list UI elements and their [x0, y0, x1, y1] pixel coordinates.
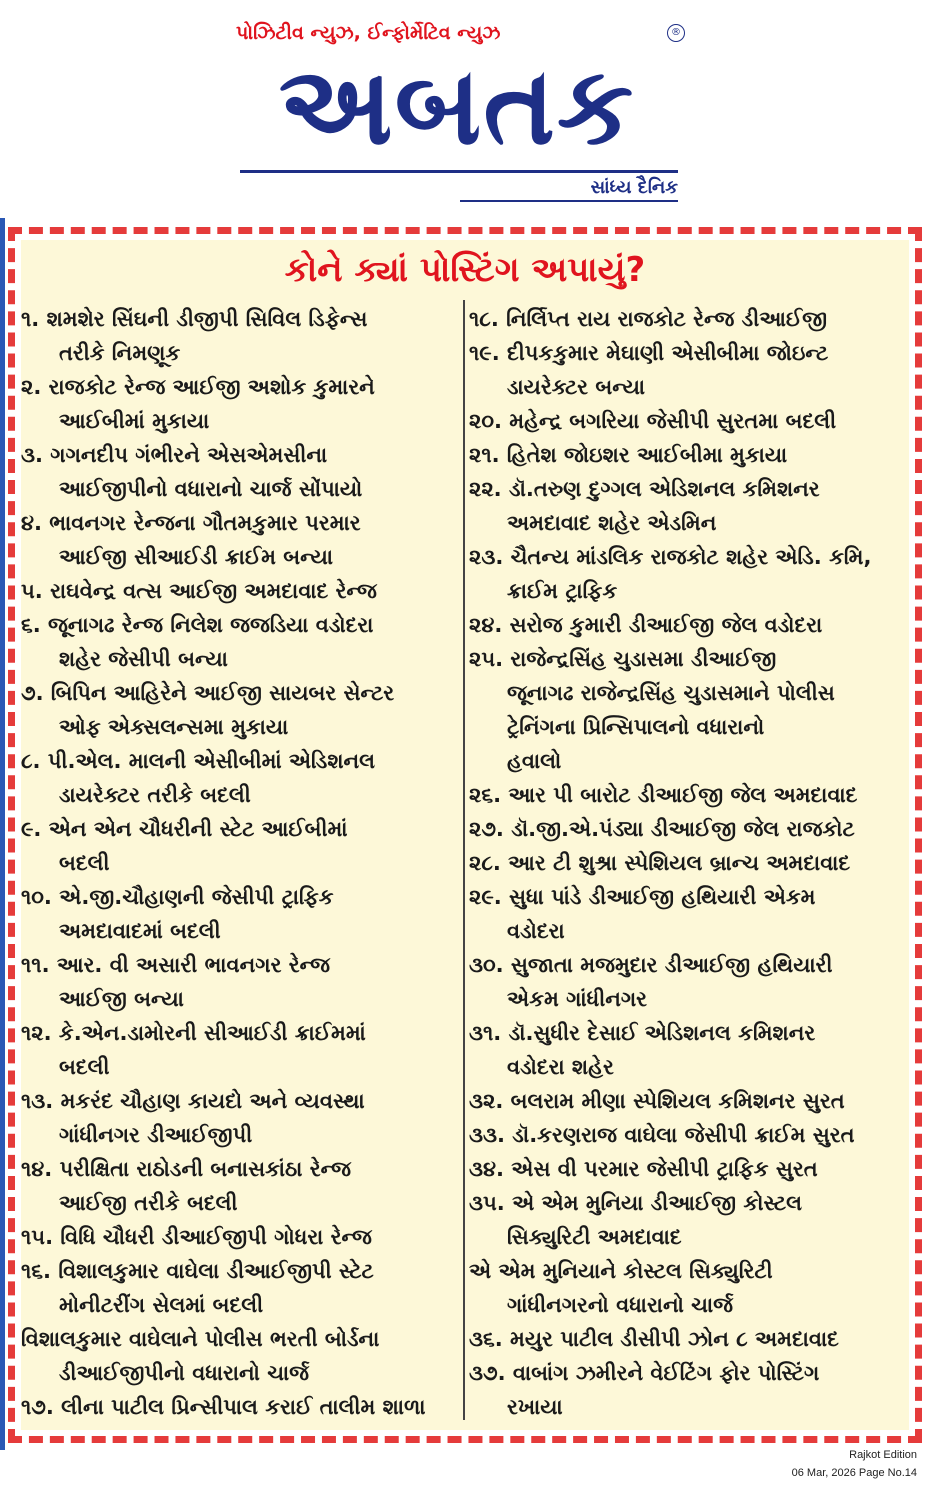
posting-item-line: ૧૫. વિધિ ચૌધરી ડીઆઈજીપી ગોધરા રેન્જ: [21, 1225, 372, 1249]
posting-item-line: ૩૫. એ એમ મુનિયા ડીઆઈજી કોસ્ટલ: [469, 1191, 802, 1215]
posting-item-line: ૧૬. વિશાલકુમાર વાઘેલા ડીઆઈજીપી સ્ટેટ: [21, 1259, 374, 1283]
posting-item-line: સિક્યુરિટી અમદાવાદ: [507, 1225, 682, 1249]
posting-item-line: આઈજી તરીકે બદલી: [59, 1191, 238, 1215]
article-headline: કોને ક્યાં પોસ્ટિંગ અપાયું?: [284, 250, 646, 290]
posting-item-line: એકમ ગાંધીનગર: [507, 987, 648, 1011]
posting-item-line: ૭. બિપિન આહિરેને આઈજી સાયબર સેન્ટર: [21, 681, 395, 705]
posting-item-line: ક્રાઈમ ટ્રાફિક: [507, 579, 618, 603]
posting-item-line: ૧૨. કે.એન.ડામોરની સીઆઈડી ક્રાઈમમાં: [21, 1021, 366, 1045]
posting-item: [469, 472, 915, 540]
date-page-label: 06 Mar, 2026 Page No.14: [791, 1467, 917, 1479]
posting-item: [469, 880, 915, 948]
posting-item: [469, 1152, 915, 1186]
posting-item-line: ટ્રેનિંગના પ્રિન્સિપાલનો વધારાનો: [507, 715, 765, 739]
posting-item: [21, 880, 459, 948]
posting-item-line: ૧૧. આર. વી અસારી ભાવનગર રેન્જ: [21, 953, 331, 977]
posting-item: [21, 1016, 459, 1084]
logo-underline: [240, 170, 678, 173]
posting-item-line: ઓફ એક્સલન્સમા મુકાયા: [59, 715, 289, 739]
newspaper-logo: અબતક: [278, 44, 636, 169]
posting-item-line: ૧. શમશેર સિંઘની ડીજીપી સિવિલ ડિફેન્સ: [21, 307, 368, 331]
posting-item-line: ૨૩. ચૈતન્ય માંડલિક રાજકોટ શહેર એડિ. કમિ,: [469, 545, 872, 569]
posting-item: [469, 1186, 915, 1254]
posting-item-line: ૩. ગગનદીપ ગંભીરને એસએમસીના: [21, 443, 328, 467]
posting-item-line: ૨૧. હિતેશ જોઇશર આઈબીમા મુકાયા: [469, 443, 788, 467]
posting-item-line: ૨૬. આર પી બારોટ ડીઆઈજી જેલ અમદાવાદ: [469, 783, 858, 807]
posting-item: [469, 642, 915, 778]
posting-item-line: ૧૪. પરીક્ષિતા રાઠોડની બનાસકાંઠા રેન્જ: [21, 1157, 351, 1181]
page-edge-bar: [0, 218, 5, 1450]
posting-item-line: વડોદરા શહેર: [507, 1055, 614, 1079]
right-column: [469, 302, 915, 1424]
posting-item: [21, 948, 459, 1016]
posting-item-line: હવાલો: [507, 749, 562, 773]
posting-item: [21, 1084, 459, 1152]
left-column: [21, 302, 459, 1424]
posting-item-line: આઈજી બન્યા: [59, 987, 184, 1011]
posting-item: [21, 302, 459, 370]
posting-item: [21, 1254, 459, 1322]
posting-item-line: ૩૩. ડૉ.કરણરાજ વાઘેલા જેસીપી ક્રાઈમ સુરત: [469, 1123, 855, 1147]
posting-item-line: અમદાવાદમાં બદલી: [59, 919, 221, 943]
posting-item-line: ૧૩. મકરંદ ચૌહાણ કાયદો અને વ્યવસ્થા: [21, 1089, 365, 1113]
posting-item: [21, 438, 459, 506]
posting-item-line: ડીઆઈજીપીનો વધારાનો ચાર્જ: [59, 1361, 310, 1385]
posting-item: [469, 540, 915, 608]
posting-item: [21, 1152, 459, 1220]
posting-item-line: ૮. પી.એલ. માલની એસીબીમાં એડિશનલ: [21, 749, 376, 773]
posting-item-line: ૨૪. સરોજ કુમારી ડીઆઈજી જેલ વડોદરા: [469, 613, 823, 637]
posting-item: [21, 1390, 459, 1424]
posting-item-line: ડાયરેક્ટર તરીકે બદલી: [59, 783, 251, 807]
posting-item-line: ૩૧. ડૉ.સુધીર દેસાઈ એડિશનલ કમિશનર: [469, 1021, 816, 1045]
posting-item-line: આઈબીમાં મુકાયા: [59, 409, 210, 433]
posting-item: [21, 1220, 459, 1254]
posting-item-line: તરીકે નિમણૂક: [59, 341, 181, 365]
column-divider: [463, 300, 465, 1420]
posting-item-line: ૧૯. દીપકકુમાર મેઘાણી એસીબીમા જોઇન્ટ: [469, 341, 829, 365]
posting-item-line: ૩૨. બલરામ મીણા સ્પેશિયલ કમિશનર સુરત: [469, 1089, 845, 1113]
posting-item-line: વડોદરા: [507, 919, 565, 943]
posting-item-line: મોનીટરીંગ સેલમાં બદલી: [59, 1293, 264, 1317]
posting-item: [469, 404, 915, 438]
masthead-subtitle: સાંધ્ય દૈનિક: [590, 177, 678, 198]
posting-item-line: બદલી: [59, 1055, 110, 1079]
posting-item-line: ૧૭. લીના પાટીલ પ્રિન્સીપાલ કરાઈ તાલીમ શાળા: [21, 1395, 426, 1419]
posting-item: [21, 506, 459, 574]
posting-item: [469, 846, 915, 880]
posting-item-line: અમદાવાદ શહેર એડમિન: [507, 511, 717, 535]
posting-item-line: ૬. જૂનાગઢ રેન્જ નિલેશ જજડિયા વડોદરા: [21, 613, 374, 637]
posting-item-line: ૩૦. સુજાતા મજમુદાર ડીઆઈજી હથિયારી: [469, 953, 833, 977]
posting-item-line: આઈજીપીનો વધારાનો ચાર્જ સોંપાયો: [59, 477, 363, 501]
posting-item: [21, 676, 459, 744]
posting-item: [469, 1118, 915, 1152]
article-box: [8, 227, 922, 1443]
posting-item-line: ૩૭. વાબાંગ ઝમીરને વેઈટિંગ ફોર પોસ્ટિંગ: [469, 1361, 820, 1385]
masthead: [0, 0, 925, 215]
posting-item: [21, 370, 459, 438]
posting-item-line: શહેર જેસીપી બન્યા: [59, 647, 228, 671]
posting-item-line: ૫. રાઘવેન્દ્ર વત્સ આઈજી અમદાવાદ રેન્જ: [21, 579, 377, 603]
posting-item-line: જૂનાગઢ રાજેન્દ્રસિંહ ચુડાસમાને પોલીસ: [507, 681, 835, 705]
posting-item-line: ૩૪. એસ વી પરમાર જેસીપી ટ્રાફિક સુરત: [469, 1157, 818, 1181]
posting-item-line: ૨૯. સુધા પાંડે ડીઆઈજી હથિયારી એકમ: [469, 885, 816, 909]
posting-item: [469, 948, 915, 1016]
posting-item: [21, 574, 459, 608]
posting-item-line: ૨. રાજકોટ રેન્જ આઈજી અશોક કુમારને: [21, 375, 375, 399]
posting-item: [469, 1016, 915, 1084]
posting-item: [469, 1254, 915, 1322]
posting-item-line: ૯. એન એન ચૌધરીની સ્ટેટ આઈબીમાં: [21, 817, 348, 841]
posting-item-line: ૨૮. આર ટી શુશ્રા સ્પેશિયલ બ્રાન્ચ અમદાવાદ: [469, 851, 851, 875]
posting-item: [21, 744, 459, 812]
registered-mark-icon: ®: [667, 24, 685, 42]
posting-item: [469, 608, 915, 642]
posting-item-line: એ એમ મુનિયાને કોસ્ટલ સિક્યુરિટી: [469, 1259, 773, 1283]
posting-item: [469, 1356, 915, 1424]
posting-item-line: ૨૭. ડૉ.જી.એ.પંડ્યા ડીઆઈજી જેલ રાજકોટ: [469, 817, 855, 841]
posting-item: [21, 1322, 459, 1390]
posting-list-right: [469, 302, 915, 1424]
posting-item: [469, 336, 915, 404]
posting-item: [469, 1322, 915, 1356]
posting-item: [469, 778, 915, 812]
posting-item-line: ૨૨. ડૉ.તરુણ દુગ્ગલ એડિશનલ કમિશનર: [469, 477, 820, 501]
posting-item-line: બદલી: [59, 851, 110, 875]
posting-item-line: ૨૫. રાજેન્દ્રસિંહ ચુડાસમા ડીઆઈજી: [469, 647, 777, 671]
posting-item: [469, 438, 915, 472]
posting-item-line: ડાયરેક્ટર બન્યા: [507, 375, 646, 399]
posting-item: [21, 812, 459, 880]
posting-item: [469, 812, 915, 846]
masthead-tagline: પોઝિટીવ ન્યુઝ, ઈન્ફોર્મેટિવ ન્યુઝ: [236, 22, 501, 44]
posting-item-line: ૪. ભાવનગર રેન્જના ગૌતમકુમાર પરમાર: [21, 511, 361, 535]
posting-item-line: વિશાલકુમાર વાઘેલાને પોલીસ ભરતી બોર્ડના: [21, 1327, 380, 1351]
posting-item-line: ૧૦. એ.જી.ચૌહાણની જેસીપી ટ્રાફિક: [21, 885, 334, 909]
subtitle-underline: [460, 200, 678, 202]
posting-item: [469, 1084, 915, 1118]
posting-item-line: ૨૦. મહેન્દ્ર બગરિયા જેસીપી સુરતમા બદલી: [469, 409, 837, 433]
posting-item-line: રખાયા: [507, 1395, 563, 1419]
posting-item-line: ૩૬. મયુર પાટીલ ડીસીપી ઝોન ૮ અમદાવાદ: [469, 1327, 839, 1351]
posting-list-left: [21, 302, 459, 1424]
posting-item-line: ગાંધીનગર ડીઆઈજીપી: [59, 1123, 253, 1147]
posting-item-line: ૧૮. નિર્લિપ્ત રાય રાજકોટ રેન્જ ડીઆઈજી: [469, 307, 828, 331]
posting-item-line: આઈજી સીઆઈડી ક્રાઈમ બન્યા: [59, 545, 333, 569]
edition-label: Rajkot Edition: [849, 1449, 917, 1461]
posting-item-line: ગાંધીનગરનો વધારાનો ચાર્જ: [507, 1293, 733, 1317]
posting-item: [21, 608, 459, 676]
posting-item: [469, 302, 915, 336]
article-panel: [21, 240, 909, 1430]
